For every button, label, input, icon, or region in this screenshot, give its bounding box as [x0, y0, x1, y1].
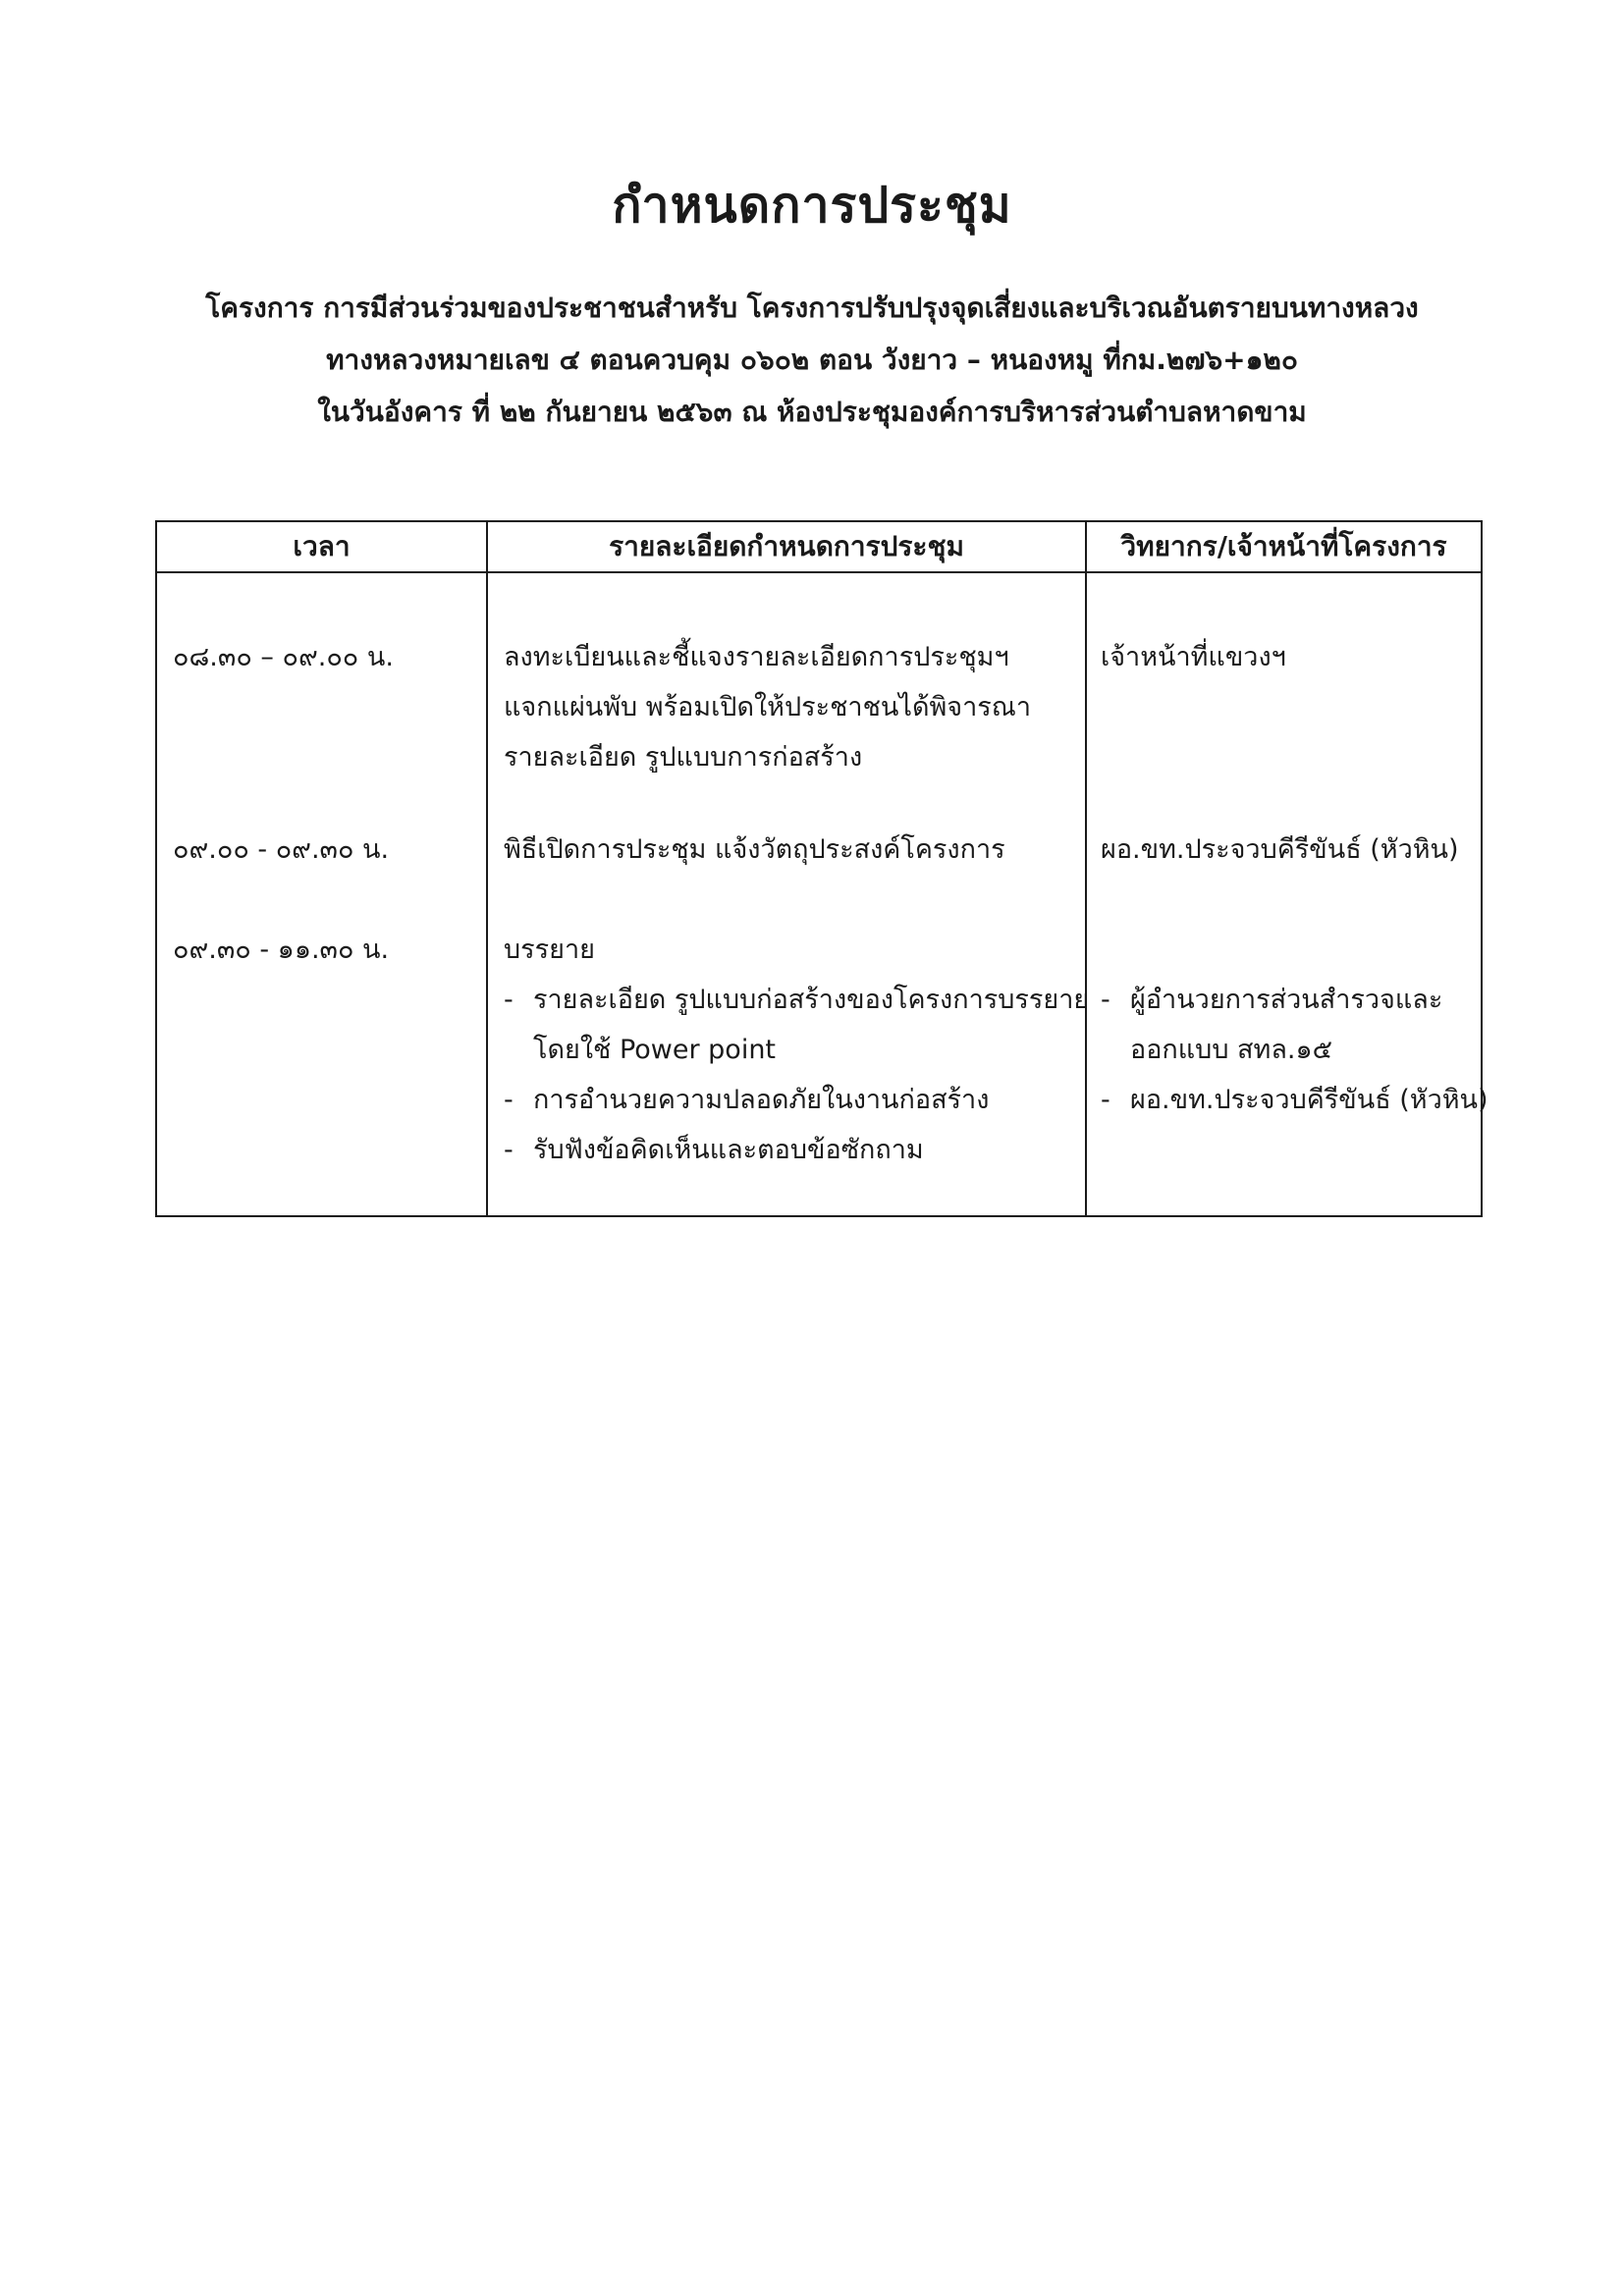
time-column	[156, 581, 487, 1216]
detail-heading: บรรยาย	[504, 934, 595, 965]
speaker-bullet	[1101, 1075, 1489, 1125]
detail-bullet	[504, 975, 1089, 1025]
time-slot-3: ๐๙.๓๐ - ๑๑.๓๐ น.	[173, 934, 390, 965]
bullet-dash: -	[504, 1135, 514, 1165]
header-time: เวลา	[156, 521, 487, 572]
table-gap-row	[156, 572, 1482, 581]
details-column	[487, 581, 1090, 1216]
subtitle-project: โครงการ การมีส่วนร่วมของประชาชนสำหรับ โครงการปรับปรุงจุดเสี่ยงและบริเวณอันตรายบนทางหลวง	[205, 292, 1419, 324]
subtitle-date-venue: ในวันอังคาร ที่ ๒๒ กันยายน ๒๕๖๓ ณ ห้องประชุมองค์การบริหารส่วนตำบลหาดขาม	[317, 396, 1307, 428]
detail-line: พิธีเปิดการประชุม แจ้งวัตถุประสงค์โครงการ	[504, 834, 1005, 865]
bullet-dash: -	[504, 1085, 514, 1115]
bullet-continuation: โดยใช้ Power point	[533, 1035, 777, 1065]
detail-line: รายละเอียด รูปแบบการก่อสร้าง	[504, 742, 863, 773]
speaker-line: ผอ.ขท.ประจวบคีรีขันธ์ (หัวหิน)	[1101, 834, 1459, 865]
bullet-text: รับฟังข้อคิดเห็นและตอบข้อซักถาม	[533, 1135, 924, 1165]
details-slot-3	[504, 925, 1089, 1175]
bullet-continuation: ออกแบบ สทล.๑๕	[1130, 1035, 1333, 1065]
bullet-dash: -	[1101, 985, 1110, 1015]
detail-bullet	[504, 1075, 1089, 1125]
table-header-row	[156, 521, 1482, 572]
table-body-row	[156, 581, 1482, 1216]
speaker-column	[1086, 581, 1489, 1216]
speaker-bullet	[1101, 975, 1489, 1025]
detail-line: แจกแผ่นพับ พร้อมเปิดให้ประชาชนได้พิจารณา	[504, 692, 1031, 722]
speaker-slot-3	[1101, 975, 1489, 1125]
subtitle-highway: ทางหลวงหมายเลข ๔ ตอนควบคุม ๐๖๐๒ ตอน วังยาว – หนองหมู ที่กม.๒๗๖+๑๒๐	[326, 344, 1298, 376]
header-speaker: วิทยากร/เจ้าหน้าที่โครงการ	[1086, 521, 1482, 572]
bullet-text: ผอ.ขท.ประจวบคีรีขันธ์ (หัวหิน)	[1130, 1085, 1489, 1115]
bullet-dash: -	[504, 985, 514, 1015]
speaker-slot-1	[1101, 632, 1286, 682]
details-slot-2	[504, 825, 1005, 875]
bullet-text: การอำนวยความปลอดภัยในงานก่อสร้าง	[533, 1085, 990, 1115]
time-slot-2: ๐๙.๐๐ - ๐๙.๓๐ น.	[173, 834, 390, 865]
details-slot-1	[504, 632, 1031, 782]
page-title: กำหนดการประชุม	[612, 177, 1012, 234]
bullet-text: ผู้อำนวยการส่วนสำรวจและ	[1130, 985, 1443, 1015]
time-slot-1: ๐๘.๓๐ – ๐๙.๐๐ น.	[173, 642, 394, 672]
schedule-table	[155, 520, 1489, 1217]
bullet-dash: -	[1101, 1085, 1110, 1115]
detail-bullet	[504, 1125, 1089, 1175]
header-details: รายละเอียดกำหนดการประชุม	[487, 521, 1086, 572]
speaker-line: เจ้าหน้าที่แขวงฯ	[1101, 642, 1286, 672]
bullet-text: รายละเอียด รูปแบบก่อสร้างของโครงการบรรยาย	[533, 985, 1090, 1015]
detail-line: ลงทะเบียนและชี้แจงรายละเอียดการประชุมฯ	[504, 642, 1009, 672]
speaker-slot-2	[1101, 825, 1459, 875]
